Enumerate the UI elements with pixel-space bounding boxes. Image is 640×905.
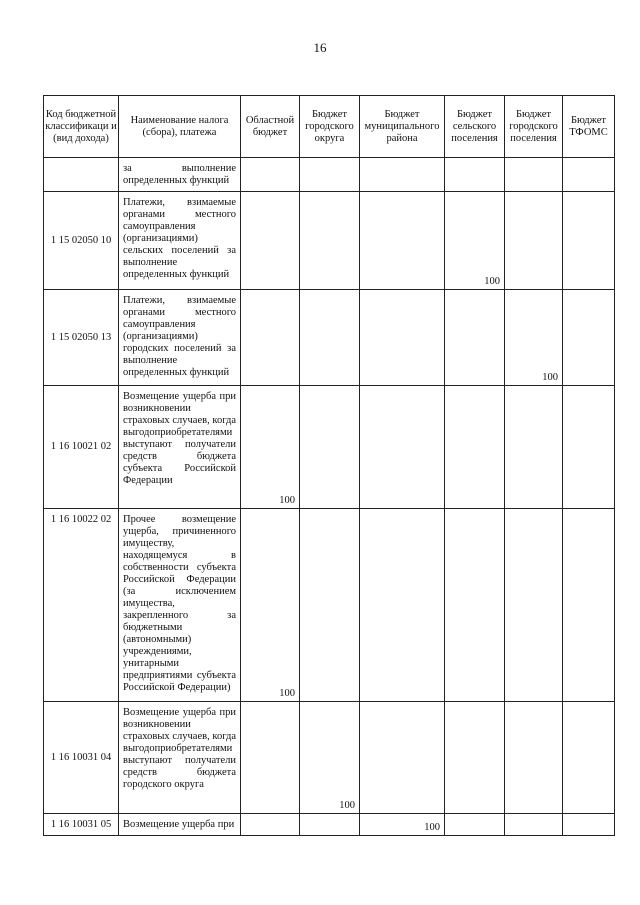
row-name: Платежи, взимаемые органами местного самоуправления (организациями) сельских поселений за выполнение определенных функций	[119, 192, 241, 290]
value-regional	[241, 290, 300, 386]
row-code: 1 16 10031 04	[44, 702, 119, 814]
header-tfoms-budget: Бюджет ТФОМС	[563, 96, 615, 158]
header-name: Наименование налога (сбора), платежа	[119, 96, 241, 158]
value-city-district	[300, 509, 360, 702]
table-row	[44, 702, 615, 814]
table-row	[44, 509, 615, 702]
row-code: 1 16 10021 02	[44, 386, 119, 509]
row-name: Платежи, взимаемые органами местного самоуправления (организациями) городских поселений за выполнение определенных функций	[119, 290, 241, 386]
row-code: 1 16 10022 02	[44, 509, 119, 702]
value-city-district	[300, 814, 360, 836]
value-regional	[241, 702, 300, 814]
value-tfoms	[563, 509, 615, 702]
row-code: 1 15 02050 13	[44, 290, 119, 386]
value-tfoms	[563, 158, 615, 192]
value-regional: 100	[241, 386, 300, 509]
value-regional	[241, 158, 300, 192]
value-city-district	[300, 192, 360, 290]
value-tfoms	[563, 192, 615, 290]
value-municipal-district	[360, 192, 445, 290]
budget-distribution-table	[43, 95, 615, 836]
value-rural-settlement	[445, 702, 505, 814]
value-tfoms	[563, 702, 615, 814]
table-row	[44, 290, 615, 386]
value-municipal-district	[360, 290, 445, 386]
page-number: 16	[313, 40, 327, 55]
value-urban-settlement	[505, 509, 563, 702]
value-urban-settlement	[505, 158, 563, 192]
value-rural-settlement	[445, 509, 505, 702]
row-name: Прочее возмещение ущерба, причиненного имуществу, находящемуся в собственности субъекта Российской Федерации (за исключением имущества, закрепленного за бюджетными (автономными) учреждениями, унитарными предприятиями субъекта Российской Федерации)	[119, 509, 241, 702]
row-name: за выполнение определенных функций	[119, 158, 241, 192]
header-code: Код бюджетной классификаци и (вид дохода)	[44, 96, 119, 158]
value-rural-settlement	[445, 290, 505, 386]
header-city-district-budget: Бюджет городского округа	[300, 96, 360, 158]
value-regional	[241, 814, 300, 836]
table-header-row	[44, 96, 615, 158]
value-city-district	[300, 290, 360, 386]
value-rural-settlement	[445, 386, 505, 509]
value-urban-settlement	[505, 386, 563, 509]
value-city-district: 100	[300, 702, 360, 814]
value-municipal-district	[360, 702, 445, 814]
row-code: 1 15 02050 10	[44, 192, 119, 290]
value-rural-settlement	[445, 814, 505, 836]
row-name: Возмещение ущерба при	[119, 814, 241, 836]
header-municipal-district-budget: Бюджет муниципального района	[360, 96, 445, 158]
header-regional-budget: Областной бюджет	[241, 96, 300, 158]
value-urban-settlement	[505, 814, 563, 836]
value-urban-settlement	[505, 192, 563, 290]
table-row	[44, 386, 615, 509]
value-tfoms	[563, 386, 615, 509]
value-rural-settlement	[445, 158, 505, 192]
header-rural-settlement-budget: Бюджет сельского поселения	[445, 96, 505, 158]
value-municipal-district	[360, 386, 445, 509]
value-urban-settlement	[505, 702, 563, 814]
value-tfoms	[563, 814, 615, 836]
header-urban-settlement-budget: Бюджет городского поселения	[505, 96, 563, 158]
value-urban-settlement: 100	[505, 290, 563, 386]
value-city-district	[300, 158, 360, 192]
value-city-district	[300, 386, 360, 509]
row-code	[44, 158, 119, 192]
value-municipal-district: 100	[360, 814, 445, 836]
row-name: Возмещение ущерба при возникновении страховых случаев, когда выгодоприобретателями выступают получатели средств бюджета городского округа	[119, 702, 241, 814]
value-rural-settlement: 100	[445, 192, 505, 290]
value-tfoms	[563, 290, 615, 386]
value-regional	[241, 192, 300, 290]
table-row	[44, 158, 615, 192]
row-name: Возмещение ущерба при возникновении страховых случаев, когда выгодоприобретателями выступают получатели средств бюджета субъекта Российской Федерации	[119, 386, 241, 509]
table-row	[44, 192, 615, 290]
row-code: 1 16 10031 05	[44, 814, 119, 836]
value-municipal-district	[360, 509, 445, 702]
table-row	[44, 814, 615, 836]
value-municipal-district	[360, 158, 445, 192]
value-regional: 100	[241, 509, 300, 702]
